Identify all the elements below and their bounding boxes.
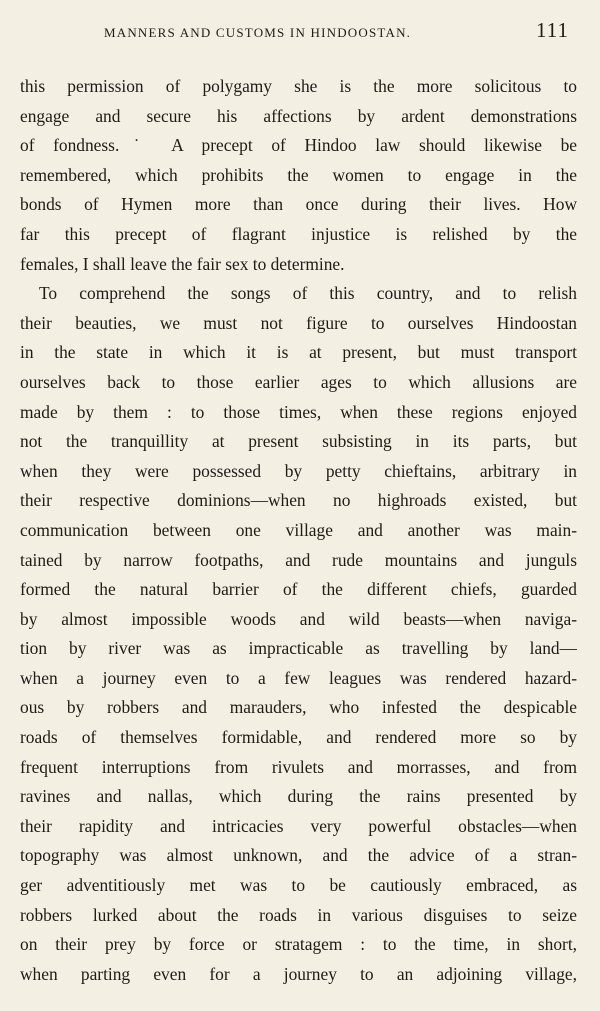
text-line: bonds of Hymen more than once during their lives. How <box>20 194 577 215</box>
page-number: 111 <box>536 18 569 42</box>
paragraph-polygamy <box>20 72 577 279</box>
text-line: when a journey even to a few leagues was rendered hazard- <box>20 667 577 688</box>
text-line: far this precept of flagrant injustice is relished by the <box>20 223 577 244</box>
text-line: To comprehend the songs of this country, and to relish <box>39 283 577 304</box>
text-line: tained by narrow footpaths, and rude mountains and junguls <box>20 549 577 570</box>
text-line: their beauties, we must not figure to ourselves Hindoostan <box>20 312 577 333</box>
text-line: made by them : to those times, when these regions enjoyed <box>20 401 577 422</box>
text-line: females, I shall leave the fair sex to determine. <box>20 253 345 274</box>
text-line: roads of themselves formidable, and rendered more so by <box>20 727 577 748</box>
text-line: engage and secure his affections by ardent demonstrations <box>20 105 577 126</box>
text-line: tion by river was as impracticable as travelling by land— <box>20 638 577 659</box>
text-line: ourselves back to those earlier ages to which allusions are <box>20 371 577 392</box>
text-line: by almost impossible woods and wild beasts—when naviga- <box>20 608 577 629</box>
text-line: communication between one village and another was main- <box>20 519 577 540</box>
text-line: ravines and nallas, which during the rains presented by <box>20 786 577 807</box>
body-text <box>20 72 577 989</box>
text-line: formed the natural barrier of the different chiefs, guarded <box>20 579 577 600</box>
text-line: their rapidity and intricacies very powerful obstacles—when <box>20 815 577 836</box>
text-line: this permission of polygamy she is the more solicitous to <box>20 76 577 96</box>
text-line: of fondness.˙ A precept of Hindoo law should likewise be <box>20 135 577 156</box>
paragraph-songs <box>20 279 577 989</box>
text-line: their respective dominions—when no highroads existed, but <box>20 490 577 511</box>
text-line: not the tranquillity at present subsisting in its parts, but <box>20 431 577 452</box>
text-line: ger adventitiously met was to be cautiously embraced, as <box>20 875 577 896</box>
text-line: ous by robbers and marauders, who infested the despicable <box>20 697 577 718</box>
text-line: robbers lurked about the roads in various disguises to seize <box>20 904 577 925</box>
text-line: in the state in which it is at present, but must transport <box>20 342 577 363</box>
text-line: when they were possessed by petty chieftains, arbitrary in <box>20 460 577 481</box>
text-line: frequent interruptions from rivulets and morrasses, and from <box>20 756 577 777</box>
text-line: topography was almost unknown, and the advice of a stran- <box>20 845 577 866</box>
running-title: MANNERS AND CUSTOMS IN HINDOOSTAN. <box>104 25 412 40</box>
text-line: on their prey by force or stratagem : to the time, in short, <box>20 934 577 955</box>
text-line: when parting even for a journey to an adjoining village, <box>20 963 577 984</box>
running-header <box>0 18 600 48</box>
text-line: remembered, which prohibits the women to engage in the <box>20 164 577 185</box>
